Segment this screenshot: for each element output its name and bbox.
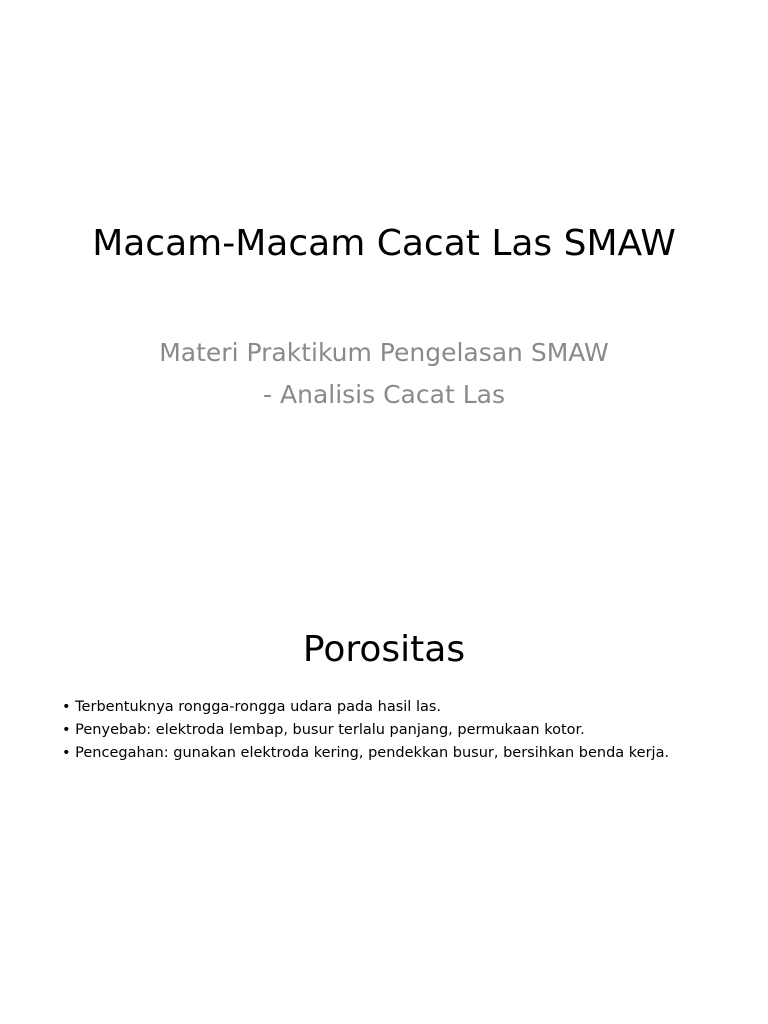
bullet-list <box>62 696 742 765</box>
slide-subtitle <box>0 332 768 416</box>
subtitle-line-1: Materi Praktikum Pengelasan SMAW <box>159 338 609 367</box>
slide-heading: Porositas <box>302 629 466 670</box>
bullet-item: • Pencegahan: gunakan elektroda kering, pendekkan busur, bersihkan benda kerja. <box>62 745 670 761</box>
bullet-item: • Penyebab: elektroda lembap, busur terlalu panjang, permukaan kotor. <box>62 722 585 738</box>
subtitle-line-2: - Analisis Cacat Las <box>263 380 505 409</box>
slide-title: Macam-Macam Cacat Las SMAW <box>92 223 676 264</box>
content-slide <box>0 512 768 1024</box>
bullet-item: • Terbentuknya rongga-rongga udara pada hasil las. <box>62 699 442 715</box>
